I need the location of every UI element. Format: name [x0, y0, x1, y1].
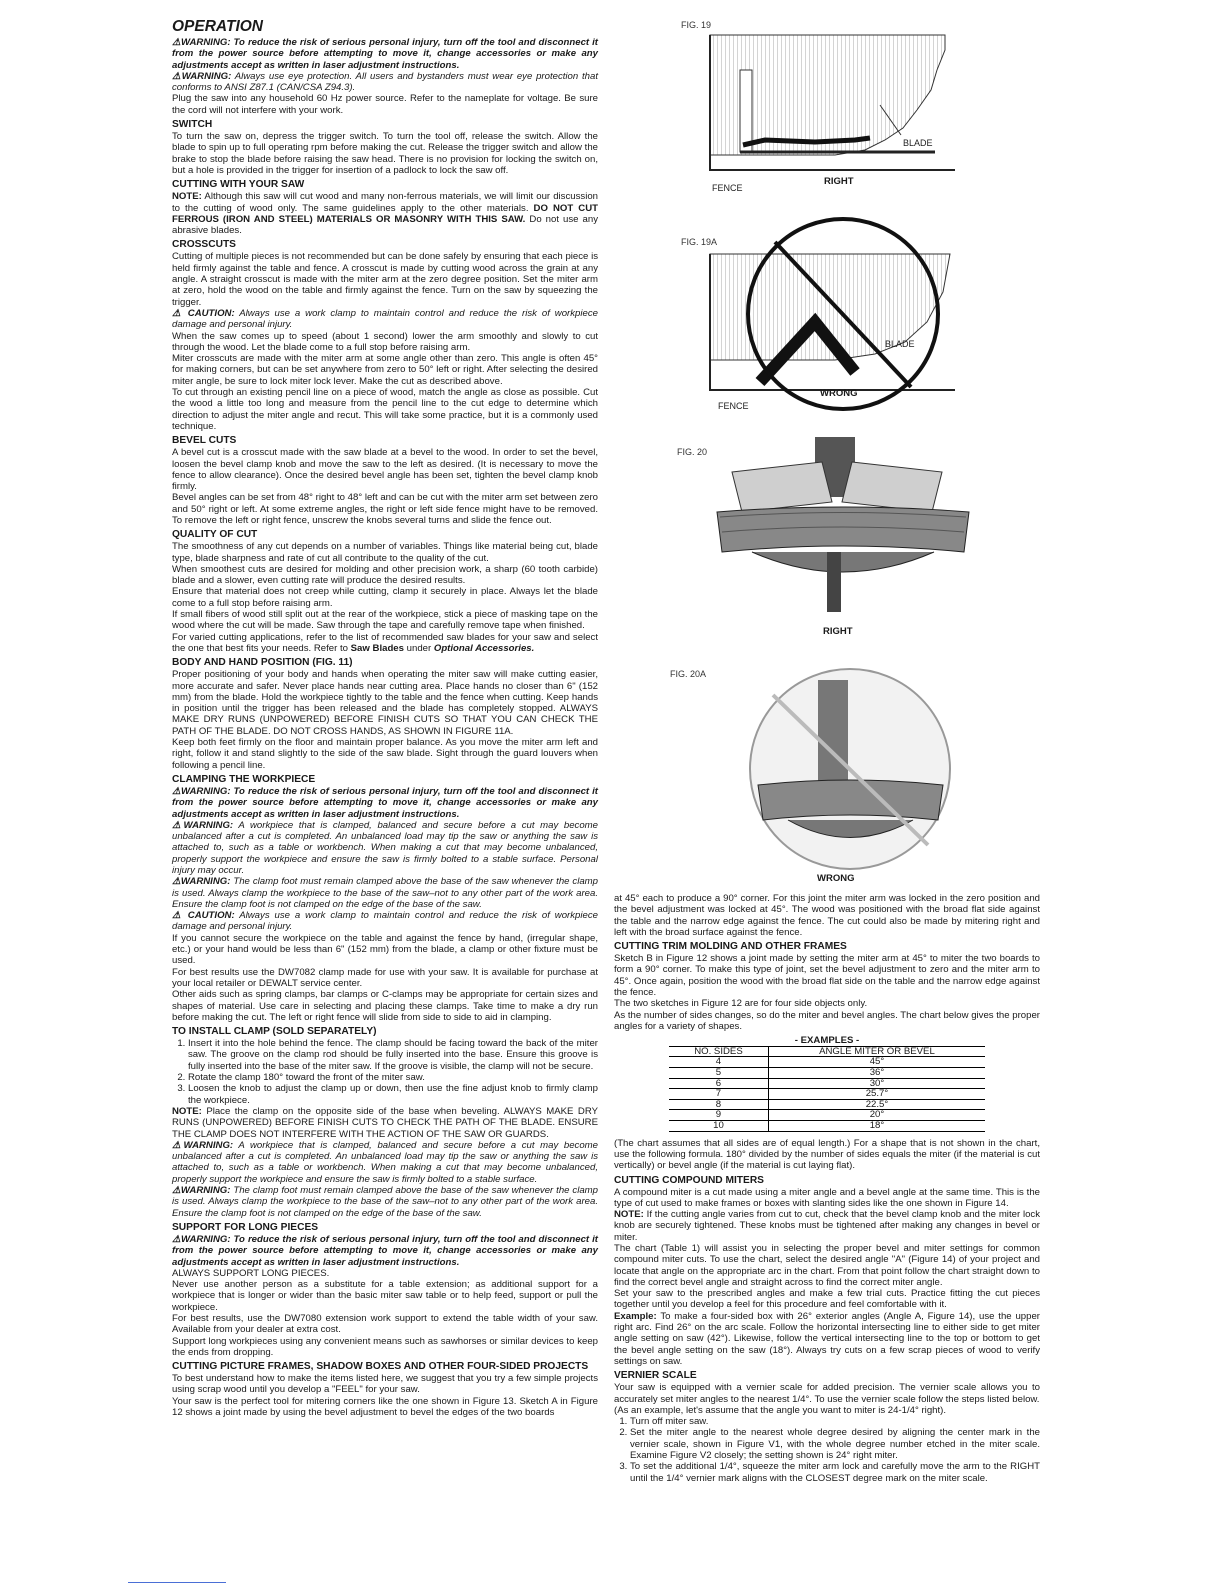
section-heading: CLAMPING THE WORKPIECE — [172, 773, 316, 785]
table-header: ANGLE MITER OR BEVEL — [768, 1046, 985, 1057]
paragraph: Other aids such as spring clamps, bar clamps or C-clamps may be appropriate for certain sizes and shapes of material. Use care in selecting and placing these clamps. Take time to make a dry run before making the cut. The left or right fence will slide from side to side to aid in clamping. — [172, 989, 598, 1023]
paragraph: Proper positioning of your body and hands when operating the miter saw will make cutting easier, more accurate and safer. Never place hands near cutting area. Place hands no closer than 6" (152 mm) from the blade. Hold the workpiece tightly to the table and the fence when cutting. Keep hands in position until the trigger has been released and the blade has completely stopped. ALWAYS MAKE DRY RUNS (UNPOWERED) BEFORE FINISH CUTS SO THAT YOU CAN CHECK THE PATH OF THE BLADE. DO NOT CROSS HANDS, AS SHOWN IN FIGURE 11A. — [172, 669, 598, 737]
caution-paragraph: ⚠ CAUTION: Always use a work clamp to maintain control and reduce the risk of workpiece damage and personal injury. — [172, 910, 598, 933]
paragraph: The two sketches in Figure 12 are for four side objects only. — [614, 998, 868, 1010]
figure-label-20a: FIG. 20A — [670, 669, 707, 679]
warning-paragraph: ⚠WARNING: Always use eye protection. All users and bystanders must wear eye protection that conforms to ANSI Z87.1 (CAN/CSA Z94.3). — [172, 70, 598, 94]
paragraph: For varied cutting applications, refer to the list of recommended saw blades for your saw and select the one that best fits your needs. Refer to Saw Blades under Optional Accessories. — [172, 631, 598, 654]
paragraph: When the saw comes up to speed (about 1 second) lower the arm smoothly and slowly to cut through the wood. Let the blade come to a full stop before raising arm. — [172, 330, 598, 353]
paragraph: Support long workpieces using any convenient means such as sawhorses or similar devices to keep the ends from dropping. — [172, 1335, 598, 1358]
section-heading: SWITCH — [172, 119, 213, 131]
paragraph: To cut through an existing pencil line on a piece of wood, match the angle as close as possible. Cut the wood a little too long and measure from the pencil line to the cut edge to determine which direction to adjust the miter angle and recut. This will take some practice, but it is a commonly used technique. — [172, 387, 598, 432]
paragraph: (As an example, let's assume that the angle you want to miter is 24-1/4° right). — [614, 1404, 947, 1416]
paragraph: Plug the saw into any household 60 Hz power source. Refer to the nameplate for voltage. Be sure the cord will not interfere with your work. — [172, 93, 598, 116]
bottom-rule — [128, 1582, 226, 1583]
blade-label: BLADE — [903, 138, 933, 148]
section-heading: BODY AND HAND POSITION (FIG. 11) — [172, 657, 353, 669]
wrong-caption: WRONG — [817, 873, 855, 884]
paragraph: at 45° each to produce a 90° corner. For this joint the miter arm was locked in the zero position and the bevel adjustment was locked at 45°. The wood was positioned with the broad flat side against the table and the narrow edge against the fence. The cut could also be made by mitering right and left with the broad surface against the fence. — [614, 893, 1040, 938]
warning-paragraph: ⚠WARNING: To reduce the risk of serious personal injury, turn off the tool and disconnect it from the power source before attempting to move it, change accessories or make any adjustments accept as written in laser adjustment instructions. — [172, 1233, 598, 1268]
paragraph: Miter crosscuts are made with the miter arm at some angle other than zero. This angle is often 45° for making corners, but can be set anywhere from zero to 50° left or right. After selecting the desired miter angle, be sure to lock miter lock lever. Make the cut as described above. — [172, 353, 598, 387]
section-heading: VERNIER SCALE — [614, 1370, 697, 1382]
list-item: 2. Set the miter angle to the nearest whole degree desired by aligning the center mark in the vernier scale, shown in Figure V1, with the whole degree number etched in the miter scale. Examine Figure V2 closely; the setting shown is 24° right miter. — [630, 1427, 1040, 1461]
table-row: 5 36° — [669, 1068, 985, 1079]
fence-label: FENCE — [718, 401, 749, 411]
paragraph: To best understand how to make the items listed here, we suggest that you try a few simple projects using scrap wood until you develop a "FEEL" for your saw. — [172, 1373, 598, 1396]
figure-20-saw-right — [712, 432, 974, 622]
paragraph: Bevel angles can be set from 48° right to 48° left and can be cut with the miter arm set between zero and 50° right or left. At some extreme angles, the right or left side fence might have to be removed. To remove the left or right fence, unscrew the knobs several turns and slide the fence out. — [172, 492, 598, 526]
list-item: 3. Loosen the knob to adjust the clamp up or down, then use the fine adjust knob to firmly clamp the workpiece. — [188, 1083, 598, 1106]
section-heading: CUTTING COMPOUND MITERS — [614, 1174, 764, 1186]
caution-paragraph: ⚠ CAUTION: Always use a work clamp to maintain control and reduce the risk of workpiece damage and personal injury. — [172, 307, 598, 331]
section-heading: CUTTING WITH YOUR SAW — [172, 179, 305, 191]
warning-paragraph: ⚠WARNING: The clamp foot must remain clamped above the base of the saw whenever the clamp is used. Always clamp the workpiece to the base of the saw–not to any other part of the work area. Ensure the clamp foot is not clamped on the edge of the base of the saw. — [172, 1185, 599, 1219]
warning-paragraph: ⚠WARNING: The clamp foot must remain clamped above the base of the saw whenever the clamp is used. Always clamp the workpiece to the base of the saw–not to any other part of the work area. Ensure the clamp foot is not clamped on the edge of the base of the saw. — [172, 876, 599, 910]
figure-20a-saw-wrong — [728, 665, 973, 875]
table-title: - EXAMPLES - — [669, 1036, 985, 1046]
paragraph: Cutting of multiple pieces is not recommended but can be done safely by ensuring that each piece is held firmly against the table and fence. A crosscut is made by cutting wood across the grain at any angle. A straight crosscut is made with the miter arm at the zero degree position. Set the miter arm at zero, hold the wood on the table and firmly against the fence. Turn on the saw by squeezing the trigger. — [172, 251, 598, 308]
left-column — [172, 18, 598, 1418]
paragraph: A bevel cut is a crosscut made with the saw blade at a bevel to the wood. In order to set the bevel, loosen the bevel clamp knob and move the saw to the left as desired. (It is necessary to move the fence to allow clearance). Once the desired bevel angle has been set, tighten the bevel clamp knob firmly. — [172, 447, 598, 493]
paragraph: To turn the saw on, depress the trigger switch. To turn the tool off, release the switch. Allow the blade to spin up to full operating rpm before making the cut. Release the trigger switch and allow the brake to stop the blade before raising the saw head. There is no provision for locking the switch on, but a hole is provided in the trigger for insertion of a padlock to lock the saw off. — [172, 131, 598, 176]
paragraph: Keep both feet firmly on the floor and maintain proper balance. As you move the miter arm left and right, follow it and stand slightly to the side of the saw blade. Sight through the guard louvers when following a pencil line. — [172, 737, 598, 771]
paragraph: The smoothness of any cut depends on a number of variables. Things like material being cut, blade type, blade sharpness and rate of cut all contribute to the quality of the cut. — [172, 541, 598, 564]
section-heading: TO INSTALL CLAMP (SOLD SEPARATELY) — [172, 1026, 377, 1038]
list-item: 3. To set the additional 1/4°, squeeze the miter arm lock and carefully move the arm to the RIGHT until the 1/4° vernier mark aligns with the CLOSEST degree mark on the miter scale. — [630, 1461, 1040, 1484]
paragraph: If you cannot secure the workpiece on the table and against the fence by hand, (irregular shape, etc.) or your hand would be less than 6" (152 mm) from the blade, a clamp or other fixture must be used. — [172, 932, 598, 967]
vernier-steps-list — [614, 1416, 1040, 1484]
paragraph: ALWAYS SUPPORT LONG PIECES. — [172, 1267, 330, 1279]
paragraph: Your saw is equipped with a vernier scale for added precision. The vernier scale allows you to accurately set miter angles to the nearest 1/4°. To use the vernier scale follow the steps listed below. — [614, 1382, 1040, 1405]
table-row: 10 18° — [669, 1121, 985, 1132]
examples-table — [669, 1036, 985, 1131]
wrong-caption: WRONG — [820, 388, 858, 399]
table-row: 6 30° — [669, 1078, 985, 1089]
right-caption: RIGHT — [823, 626, 853, 637]
warning-paragraph: ⚠WARNING: A workpiece that is clamped, balanced and secure before a cut may become unbalanced after a cut is completed. An unbalanced load may tip the saw or anything the saw is attached to, such as a table or workbench. When making a cut that may become unbalanced, properly support the workpiece and ensure the saw is firmly bolted to a stable surface. — [172, 1139, 598, 1185]
paragraph: NOTE: Although this saw will cut wood and many non-ferrous materials, we will limit our discussion to the cutting of wood only. The same guidelines apply to the other materials. DO NOT CUT FERROUS (IRON AND STEEL) MATERIALS OR MASONRY WITH THIS SAW. Do not use any abrasive blades. — [172, 191, 598, 237]
warning-paragraph: ⚠WARNING: A workpiece that is clamped, balanced and secure before a cut may become unbalanced after a cut is completed. An unbalanced load may tip the saw or anything the saw is attached to, such as a table or workbench. When making a cut that may become unbalanced, properly support the workpiece and ensure the saw is firmly bolted to a stable surface. Personal injury may occur. — [172, 819, 598, 876]
section-heading: SUPPORT FOR LONG PIECES — [172, 1221, 319, 1233]
paragraph: Never use another person as a substitute for a table extension; as additional support for a workpiece that is longer or wider than the basic miter saw table or to help feed, support or pull the workpiece. — [172, 1279, 598, 1313]
list-item: 1. Insert it into the hole behind the fence. The clamp should be facing toward the back of the miter saw. The groove on the clamp rod should be fully inserted into the base. Ensure this groove is fully inserted into the base of the miter saw. If the groove is visible, the clamp will not be secure. — [188, 1038, 598, 1072]
section-heading: CROSSCUTS — [172, 239, 236, 251]
paragraph: A compound miter is a cut made using a miter angle and a bevel angle at the same time. This is the type of cut used to make frames or boxes with slanting sides like the one shown in Figure 14. — [614, 1186, 1040, 1209]
figure-label-19a: FIG. 19A — [681, 237, 718, 247]
section-heading: BEVEL CUTS — [172, 435, 237, 447]
blade-label: BLADE — [885, 339, 915, 349]
paragraph: (The chart assumes that all sides are of equal length.) For a shape that is not shown in the chart, use the following formula. 180° divided by the number of sides equals the miter (if the material is cut vertically) or bevel angle (if the material is cut laying flat). — [614, 1137, 1040, 1172]
paragraph: NOTE: If the cutting angle varies from cut to cut, check that the bevel clamp knob and the miter lock knob are securely tightened. These knobs must be tightened after making any changes in bevel or miter. — [614, 1209, 1040, 1243]
paragraph: As the number of sides changes, so do the miter and bevel angles. The chart below gives the proper angles for a variety of shapes. — [614, 1009, 1040, 1032]
paragraph: NOTE: Place the clamp on the opposite side of the base when beveling. ALWAYS MAKE DRY RUNS (UNPOWERED) BEFORE FINISH CUTS TO CHECK THE PATH OF THE BLADE. ENSURE THE CLAMP DOES NOT INTERFERE WITH THE ACTION OF THE SAW OR GUARDS. — [172, 1105, 598, 1140]
list-item: 1. Turn off miter saw. — [630, 1416, 1040, 1427]
paragraph: The chart (Table 1) will assist you in selecting the proper bevel and miter settings for common compound miter cuts. To use the chart, select the desired angle "A" (Figure 14) of your project and locate that angle on the appropriate arc in the chart. From that point follow the chart straight down to find the correct bevel angle and straight across to find the correct miter angle. — [614, 1242, 1040, 1288]
paragraph: Sketch B in Figure 12 shows a joint made by setting the miter arm at 45° to miter the two boards to form a 90° corner. To make this type of joint, set the bevel adjustment to zero and the miter arm to 45°. Once again, position the wood with the broad flat side on the table and the narrow edge against the fence. — [614, 953, 1040, 999]
paragraph: Example: To make a four-sided box with 26° exterior angles (Angle A, Figure 14), use the upper right arc. Find 26° on the arc scale. Follow the horizontal intersecting line to either side to get miter angle setting on saw (42°). Likewise, follow the vertical intersecting line to the top or bottom to get the bevel angle setting on the saw (18°). Always try cuts on a few scrap pieces of wood to verify settings on saw. — [614, 1310, 1040, 1367]
figure-19a-wrong-blade — [705, 212, 967, 412]
install-steps-list — [172, 1038, 598, 1106]
paragraph: When smoothest cuts are desired for molding and other precision work, a sharp (60 tooth carbide) blade and a slower, even cutting rate will produce the desired results. — [172, 563, 598, 587]
paragraph: For best results use the DW7082 clamp made for use with your saw. It is available for purchase at your local retailer or DEWALT service center. — [172, 966, 598, 989]
paragraph: Set your saw to the prescribed angles and make a few trial cuts. Practice fitting the cut pieces together until you develop a feel for this procedure and feel comfortable with it. — [614, 1288, 1040, 1311]
paragraph: If small fibers of wood still split out at the rear of the workpiece, stick a piece of masking tape on the wood where the cut will be made. Saw through the tape and carefully remove tape when finished. — [172, 609, 598, 632]
warning-paragraph: ⚠WARNING: To reduce the risk of serious personal injury, turn off the tool and disconnect it from the power source before attempting to move it, change accessories or make any adjustments accept as written in laser adjustment instructions. — [172, 785, 598, 820]
section-heading: CUTTING TRIM MOLDING AND OTHER FRAMES — [614, 941, 847, 953]
right-caption: RIGHT — [824, 176, 854, 187]
table-header: NO. SIDES — [669, 1046, 768, 1057]
warning-paragraph: ⚠WARNING: To reduce the risk of serious personal injury, turn off the tool and disconnect it from the power source before attempting to move it, change accessories or make any adjustments accept as written in laser adjustment instructions. — [172, 37, 598, 71]
table-row: 7 25.7° — [669, 1089, 985, 1100]
figure-label-19: FIG. 19 — [681, 20, 712, 30]
table-row: 9 20° — [669, 1110, 985, 1121]
table-row: 4 45° — [669, 1057, 985, 1068]
paragraph: For best results, use the DW7080 extension work support to extend the table width of your saw. Available from your dealer at extra cost. — [172, 1312, 598, 1336]
figure-19-right-blade — [705, 30, 967, 175]
figure-label-20: FIG. 20 — [677, 447, 708, 457]
paragraph: Your saw is the perfect tool for mitering corners like the one shown in Figure 13. Sketch A in Figure 12 shows a joint made by using the bevel adjustment to bevel the edges of the two boards — [172, 1395, 598, 1419]
list-item: 2. Rotate the clamp 180° toward the front of the miter saw. — [188, 1072, 598, 1083]
section-heading: CUTTING PICTURE FRAMES, SHADOW BOXES AND OTHER FOUR-SIDED PROJECTS — [172, 1361, 589, 1373]
paragraph: Ensure that material does not creep while cutting, clamp it securely in place. Always let the blade come to a full stop before raising arm. — [172, 586, 598, 609]
table-row: 8 22.5° — [669, 1099, 985, 1110]
right-column — [614, 893, 1040, 1484]
fence-label: FENCE — [712, 183, 743, 193]
section-heading: QUALITY OF CUT — [172, 529, 258, 541]
page-title: OPERATION — [172, 18, 263, 35]
